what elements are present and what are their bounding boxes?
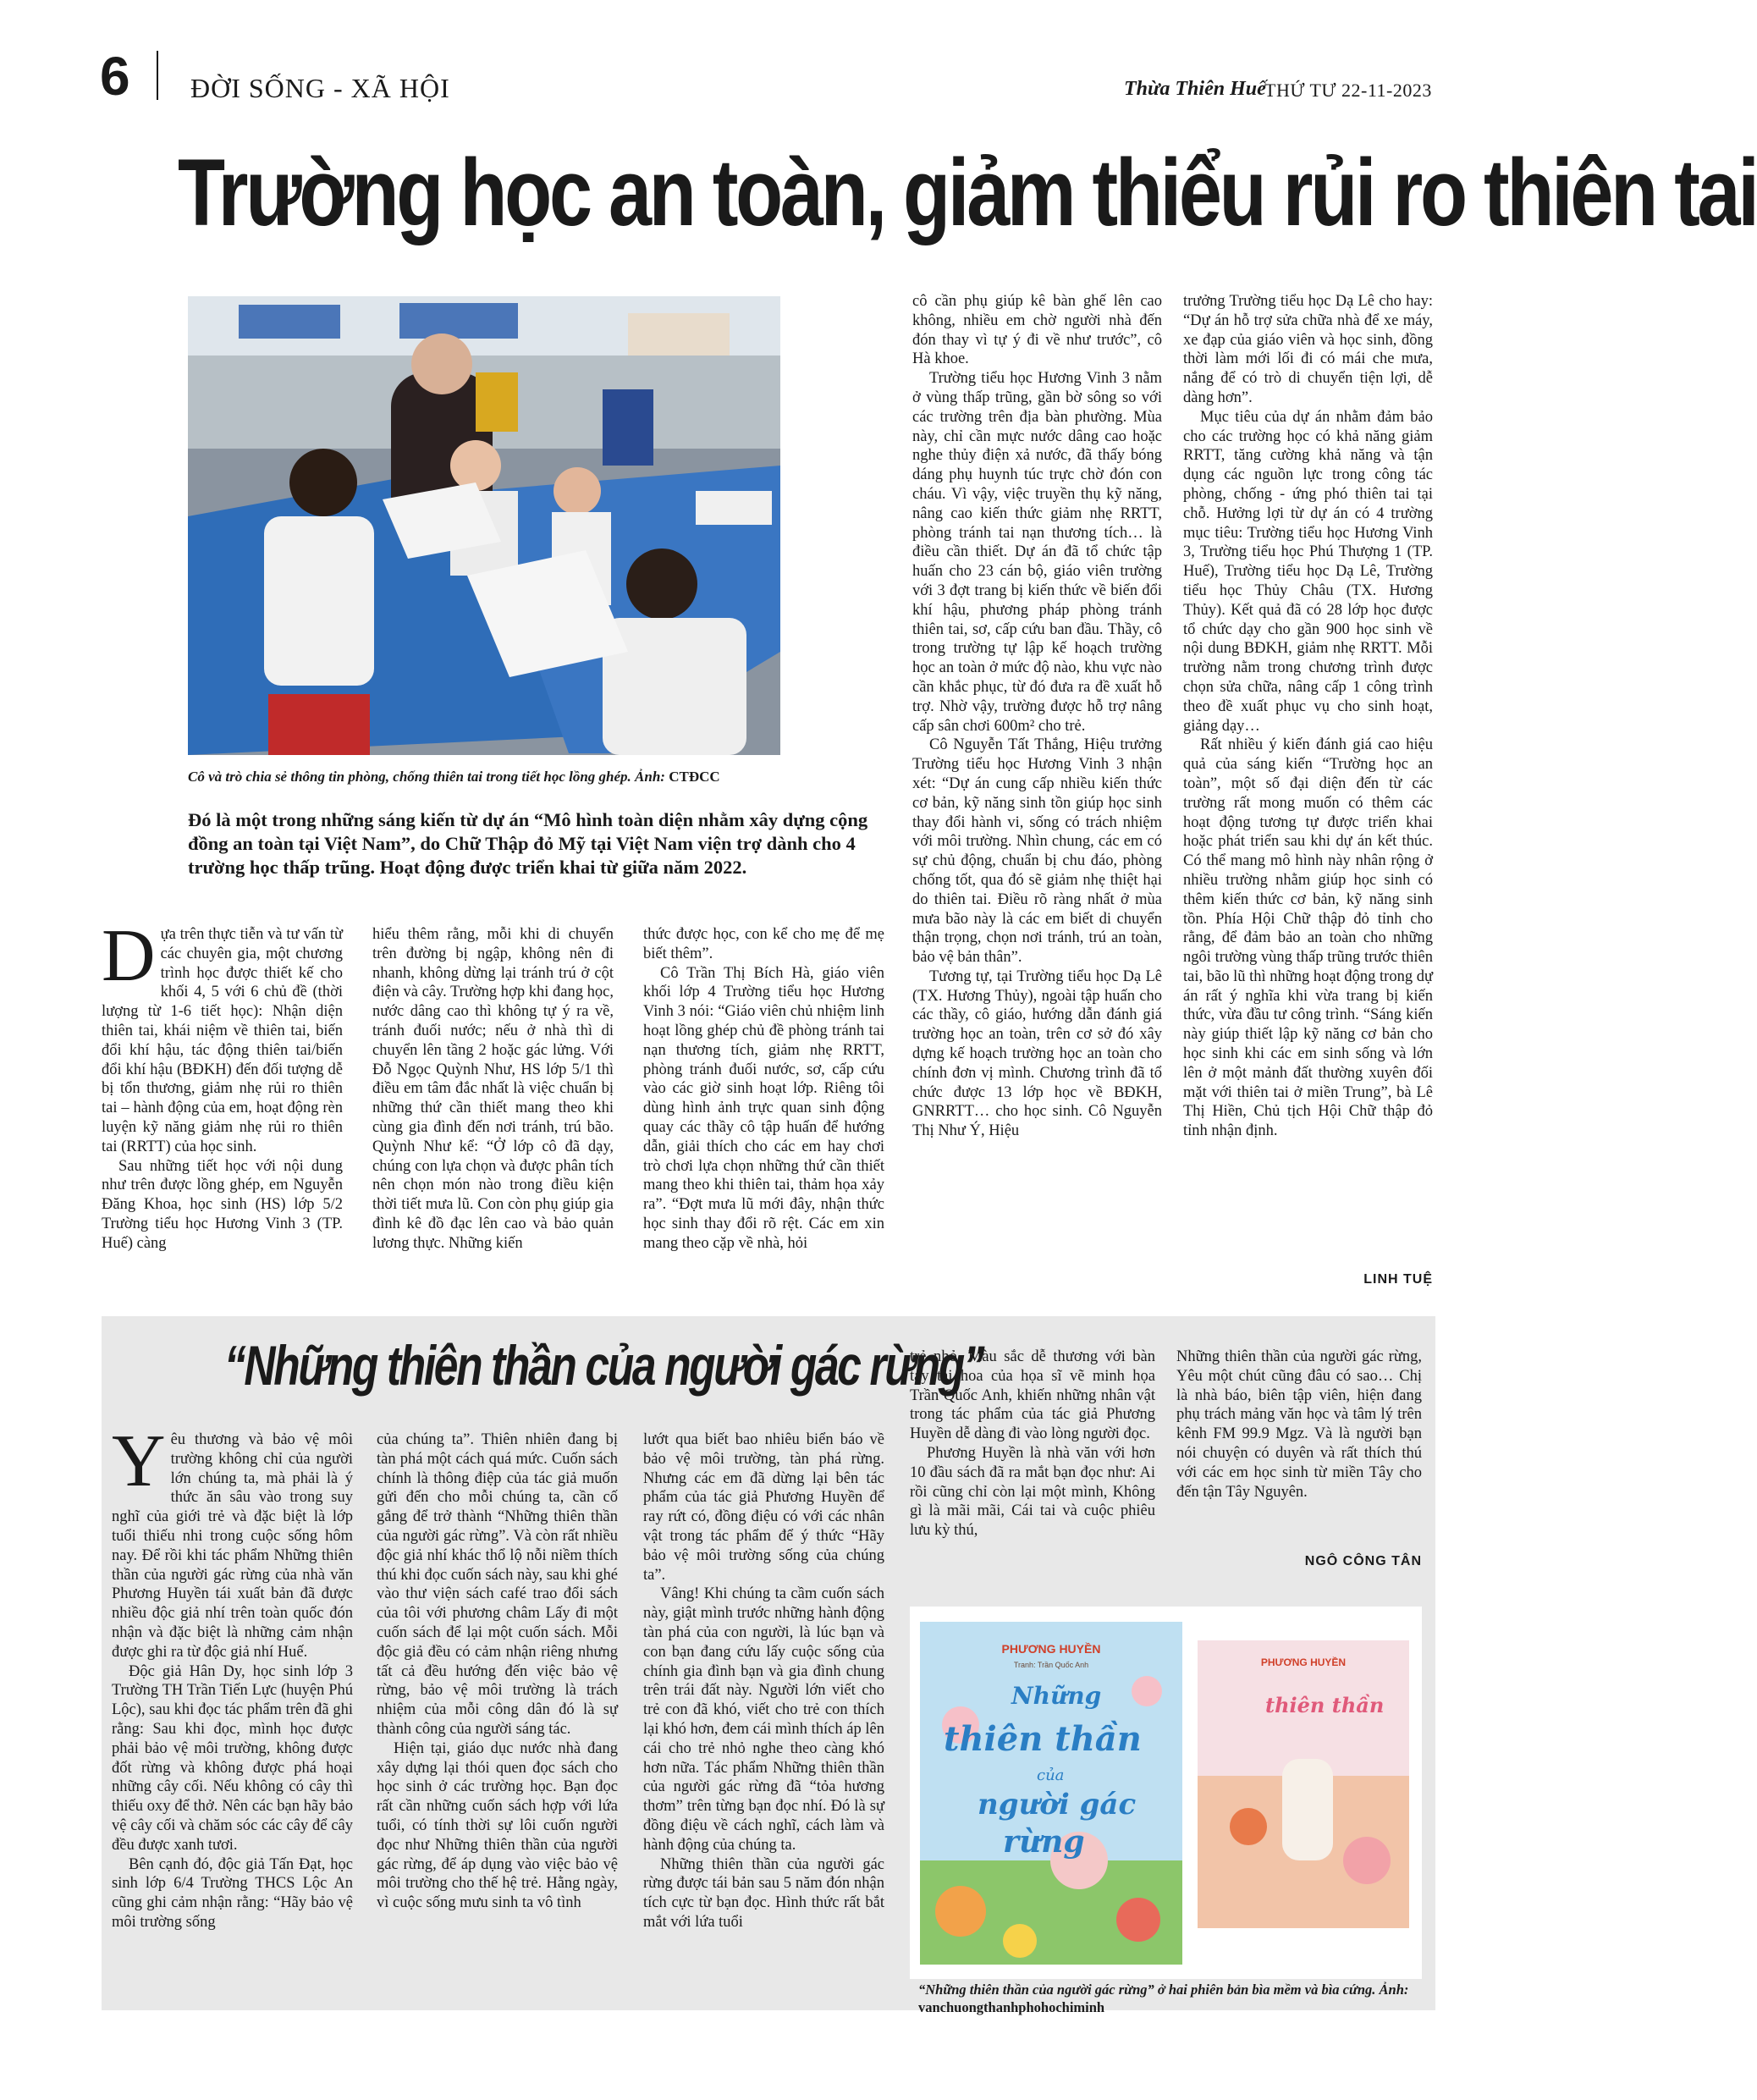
- paragraph: Những thiên thần của người gác rừng được tái bản sau 5 năm đón nhận tích cực từ bạn đọc. Hình thức rất bắt mắt với lứa tuổi: [643, 1855, 884, 1931]
- dropcap: D: [102, 915, 156, 997]
- newspaper-name: Thừa Thiên Huế: [1124, 78, 1266, 100]
- article2-byline: NGÔ CÔNG TÂN: [1304, 1554, 1422, 1568]
- section-title: ĐỜI SỐNG - XÃ HỘI: [190, 73, 450, 103]
- paragraph: trưởng Trường tiểu học Dạ Lê cho hay: “Dự án hỗ trợ sửa chữa nhà để xe máy, xe đạp của giáo viên và học sinh, đồng thời làm mới lối đi có mái che mưa, nắng để có trò di chuyển tiện lợi, dễ dàng hơn”.: [1183, 293, 1433, 406]
- paragraph: Cô Trần Thị Bích Hà, giáo viên khối lớp 4 Trường tiểu học Hương Vinh 3 nói: “Giáo viên chủ nhiệm linh hoạt lồng ghép chủ đề phòng tránh tai nạn thương tích, giảm nhẹ RRTT, phòng tránh đuối nước, sơ, cấp cứu vào các giờ sinh hoạt lớp. Riêng tôi dùng hình ảnh trực quan sinh động quay các thầy cô tập huấn để hướng dẫn, giải thích cho các em hay chơi trò chơi lựa chọn những thứ cần thiết mang theo khi thiên tai, thảm họa xảy ra”. “Đợt mưa lũ mới đây, nhận thức học sinh thay đổi rõ rệt. Các em xin mang theo cặp về nhà, hỏi: [643, 964, 884, 1252]
- paragraph: Độc giả Hân Dy, học sinh lớp 3 Trường TH Trần Tiến Lực (huyện Phú Lộc), sau khi đọc tác phẩm trên đã ghi rằng: Sau khi đọc, mình học được phải bảo vệ môi trường, không được đốt rừng và không được phá hoại những cây cối. Nếu không có cây thì thiếu oxy để thở. Nên các bạn hãy bảo vệ cây cối và chăm sóc các cây để cây đều được xanh tươi.: [112, 1662, 353, 1854]
- paragraph: Những thiên thần của người gác rừng, Yêu một chút cũng đâu có sao… Chị là nhà báo, biên tập viên, hiện đang phụ trách mảng văn học và tâm lý trên kênh FM 99.9 Mgz. Và là người bạn nói chuyện có duyên và rất thích thú với các em học sinh từ miền Tây cho đến tận Tây Nguyên.: [1176, 1348, 1422, 1501]
- book-title-line: rừng: [1003, 1824, 1085, 1860]
- paragraph: Sau những tiết học với nội dung như trên được lồng ghép, em Nguyễn Đăng Khoa, học sinh (HS) lớp 5/2 Trường tiểu học Hương Vinh 3 (TP. Huế) càng: [102, 1157, 343, 1252]
- article1-column-1: [102, 915, 343, 1254]
- article1-headline: Trường học an toàn, giảm thiểu rủi ro thiên tai: [178, 140, 1757, 245]
- dropcap: Y: [112, 1420, 166, 1502]
- page-number: 6: [100, 46, 130, 107]
- article2-column-3: [643, 1430, 884, 1932]
- paragraph: Phương Huyền là nhà văn với hơn 10 đầu sách đã ra mắt bạn đọc như: Ai rồi cũng chỉ còn lại một mình, Không gì là mãi mãi, Cái tai và cuộc phiêu lưu kỳ thú,: [910, 1444, 1155, 1540]
- article1-lead: Đó là một trong những sáng kiến từ dự án “Mô hình toàn diện nhằm xây dựng cộng đồng an toàn tại Việt Nam”, do Chữ Thập đỏ Mỹ tại Việt Nam viện trợ dành cho 4 trường học thấp trũng. Hoạt động được triển khai từ giữa năm 2022.: [188, 809, 868, 878]
- article1-byline: LINH TUỆ: [1363, 1272, 1433, 1287]
- article2-column-4: [910, 1348, 1155, 1541]
- book-title-hardcover: thiên thần: [1265, 1693, 1385, 1717]
- article2-headline: “Những thiên thần của người gác rừng”: [224, 1334, 983, 1397]
- book-title-line: người gác: [978, 1788, 1137, 1822]
- article1-column-3: [643, 925, 884, 1254]
- book-title-line: Những: [1011, 1682, 1102, 1710]
- paragraph: Vâng! Khi chúng ta cầm cuốn sách này, giật mình trước những hành động tàn phá của con người, là lúc bạn và con bạn đang cứu lấy cuộc sống của chính gia đình bạn và gia đình chung trên trái đất này. Người lớn viết cho trẻ con đã khó, viết cho trẻ con thích lại khó hơn, đem cái mình thích áp lên cái cho trẻ nhỏ nghe theo càng khó hơn nữa. Tác phẩm Những thiên thần của người gác rừng đã “tỏa hương thơm” trên từng bạn đọc nhí. Đó là sự đồng điệu về cách nghĩ, cách làm và hành động của chúng ta.: [643, 1585, 884, 1854]
- paragraph: Trường tiểu học Hương Vinh 3 nằm ở vùng thấp trũng, gần bờ sông so với các trường trên địa bàn phường. Mùa này, chỉ cần mực nước dâng cao hoặc nghe thủy điện xả nước, đã thấy bóng dáng phụ huynh túc trực chờ đón con cháu. Vì vậy, việc truyền thụ kỹ năng, nâng cao kiến thức giảm nhẹ RRTT, phòng tránh tai nạn thương tích… là điều cần thiết. Dự án đã tổ chức tập huấn cho 23 cán bộ, giáo viên trường với 3 đợt trang bị kiến thức về biến đổi khí hậu, phương pháp phòng tránh thiên tai, sơ, cấp cứu ban đầu. Thầy, cô trong trường tự lập kế hoạch trường học an toàn ở mức độ nào, khu vực nào cần khắc phục, từ đó đưa ra đề xuất hỗ trợ. Nhờ vậy, trường được hỗ trợ nâng cấp sân chơi 600m² cho trẻ.: [912, 370, 1162, 735]
- photo-caption: Cô và trò chia sẻ thông tin phòng, chống thiên tai trong tiết học lồng ghép. Ảnh: CTĐCC: [188, 769, 720, 785]
- book-title-line: của: [1037, 1767, 1065, 1784]
- paragraph: lướt qua biết bao nhiêu biển báo về bảo vệ môi trường, tàn phá rừng. Nhưng các em đã dừng lại bên tác phẩm của tác giả Phương Huyền để ray rứt có, đồng điệu có với các nhân vật trong tác phẩm để ý thức “Hãy bảo vệ môi trường sống của chúng ta”.: [643, 1431, 884, 1584]
- book-covers-photo: [910, 1607, 1422, 1979]
- article1-column-4: [912, 292, 1162, 1141]
- paragraph: Bên cạnh đó, độc giả Tấn Đạt, học sinh lớp 6/4 Trường THCS Lộc An cũng ghi cảm nhận rằng: “Hãy bảo vệ môi trường sống: [112, 1855, 353, 1931]
- paragraph: cô cần phụ giúp kê bàn ghế lên cao không, nhiều em chờ người nhà đến đón thay vì tự ý đi về như trước”, cô Hà khoe.: [912, 293, 1162, 368]
- paragraph: Mục tiêu của dự án nhằm đảm bảo cho các trường học có khả năng giảm RRTT, tăng cường khả năng và tận dụng các nguồn lực trong công tác phòng, chống - ứng phó thiên tai tại chỗ. Hưởng lợi từ dự án có 4 trường mục tiêu: Trường tiểu học Hương Vinh 3, Trường tiểu học Phú Thượng 1 (TP. Huế), Trường tiểu học Dạ Lê, Trường tiểu học Thủy Châu (TX. Hương Thủy). Kết quả đã có 28 lớp học được tổ chức dạy cho gần 900 học sinh về nội dung BĐKH, giảm nhẹ RRTT. Mỗi trường nằm trong chương trình được chọn sửa chữa, nâng cấp 1 công trình theo đề xuất phục vụ cho sinh hoạt, giảng dạy…: [1183, 408, 1433, 735]
- article1-column-5: [1183, 292, 1433, 1141]
- paragraph: Cô Nguyễn Tất Thắng, Hiệu trưởng Trường tiểu học Hương Vinh 3 nhận xét: “Dự án cung cấp nhiều kiến thức cơ bản, kỹ năng sinh tồn giúp học sinh thay đổi hành vi, sống có trách nhiệm với môi trường. Nhìn chung, các em có sự chủ động, chuẩn bị chu đáo, phòng chống tốt, qua đó sẽ giảm nhẹ thiệt hại do thiên tai. Điều rõ ràng nhất ở mùa mưa bão này là các em biết di chuyển thận trọng, chọn nơi tránh, trú an toàn, bảo vệ bản thân”.: [912, 736, 1162, 967]
- article2-column-2: [377, 1430, 618, 1913]
- paragraph: Tương tự, tại Trường tiểu học Dạ Lê (TX. Hương Thủy), ngoài tập huấn cho các thầy, cô giáo, hướng dẫn đánh giá trường học an toàn, trên cơ sở đó xây dựng kế hoạch trường học an toàn cho chính đơn vị mình. Chương trình đã tổ chức được 13 lớp học về BĐKH, GNRRTT… cho học sinh. Cô Nguyễn Thị Như Ý, Hiệu: [912, 967, 1162, 1140]
- paragraph: trẻ nhỏ. Màu sắc dễ thương với bàn tay tài hoa của họa sĩ vẽ minh họa Trần Quốc Anh, khiến những nhân vật trong tác phẩm của tác giả Phương Huyền dễ dàng đi vào lòng người đọc.: [910, 1348, 1155, 1443]
- paragraph: hiểu thêm rằng, mỗi khi di chuyển trên đường bị ngập, không nên đi nhanh, không dừng lại tránh trú ở cột điện và cây. Trường hợp khi đang học, nước dâng cao thì không tự ý ra về, tránh đuối nước; nếu ở nhà thì di chuyển lên tầng 2 hoặc gác lửng. Với Đỗ Ngọc Quỳnh Như, HS lớp 5/1 thì điều em tâm đắc nhất là việc chuẩn bị những thứ cần thiết mang theo khi cùng gia đình đến nơi tránh, trú bão. Quỳnh Như kể: “Ở lớp cô đã dạy, chúng con lựa chọn và được phân tích nên chọn món nào trong điều kiện thời tiết mưa lũ. Con còn phụ giúp gia đình kê đồ đạc lên cao và bảo quản lương thực. Những kiến: [372, 926, 614, 1252]
- book-author: PHƯƠNG HUYỀN: [1001, 1642, 1101, 1656]
- paragraph: của chúng ta”. Thiên nhiên đang bị tàn phá một cách quá mức. Cuốn sách chính là thông điệp của tác giả muốn gửi đến cho mỗi chúng ta, cần cố gắng để trở thành “Những thiên thần của người gác rừng”. Và còn rất nhiều độc giả nhí khác thổ lộ nỗi niềm thích thú khi đọc cuốn sách này, sau khi ghé vào thư viện sách café trao đổi sách của tôi với phương châm Lấy đi một cuốn sách để lại một cuốn sách. Mỗi độc giả đều có cảm nhận riêng nhưng tất cả đều hướng đến việc bảo vệ rừng, bảo vệ môi trường là trách nhiệm của mỗi công dân đó là sự thành công của người sáng tác.: [377, 1431, 618, 1738]
- classroom-photo: [188, 296, 780, 755]
- header-divider: [157, 51, 158, 100]
- article1-column-2: [372, 925, 614, 1254]
- paragraph: êu thương và bảo vệ môi trường không chỉ của người lớn chúng ta, mà phải là ý thức ăn sâu vào trong suy nghĩ của giới trẻ và đặc biệt là lớp tuổi thiếu nhi trong cuộc sống hôm nay. Để rồi khi tác phẩm Những thiên thần của người gác rừng của nhà văn Phương Huyền tái xuất bản đã được nhiều độc giả nhí trên toàn quốc đón nhận và đặc biệt là những cảm nhận được ghi ra từ độc giả nhí Huế.: [112, 1431, 353, 1661]
- paragraph: Hiện tại, giáo dục nước nhà đang xây dựng lại thói quen đọc sách cho học sinh ở các trường học. Bạn đọc rất cần những cuốn sách hợp với lứa tuổi, có tính thời sự lôi cuốn người đọc như Những thiên thần của người gác rừng, để áp dụng vào việc bảo vệ môi trường cho thế hệ trẻ. Hằng ngày, vì cuộc sống mưu sinh ta vô tình: [377, 1739, 618, 1912]
- paragraph: ựa trên thực tiễn và tư vấn từ các chuyên gia, một chương trình học được thiết kế cho khối 4, 5 với 6 chủ đề (thời lượng từ 1-6 tiết học): Nhận diện thiên tai, khái niệm về thiên tai, biến đổi khí hậu, tác động thiên tai/biến đổi khí hậu (BĐKH) đến đối tượng dễ bị tổn thương, giảm nhẹ rủi ro thiên tai – hành động của em, hoạt động rèn luyện kỹ năng giảm nhẹ rủi ro thiên tai (RRTT) của học sinh.: [102, 926, 343, 1155]
- article2-column-5: [1176, 1348, 1422, 1502]
- book-title-line: thiên thần: [944, 1719, 1142, 1759]
- paragraph: Rất nhiều ý kiến đánh giá cao hiệu quả của sáng kiến “Trường học an toàn”, một số đại diện đến từ các trường rất mong muốn có thêm các hoạt động tương tự được triển khai hoặc phát triển sau khi dự án kết thúc. Có thể mang mô hình này nhân rộng ở nhiều trường nhằm giúp học sinh có thêm kiến thức cơ bản, kỹ năng sinh tồn. Phía Hội Chữ thập đỏ tỉnh cho rằng, để đảm bảo an toàn cho những ngôi trường vùng thấp trũng trước thiên tai, bão lũ thì những hoạt động trong dự án rất ý nghĩa khi vừa trang bị kiến thức, vừa đầu tư công trình. “Sáng kiến này giúp thiết lập kỹ năng cơ bản cho học sinh khi các em sinh sống và lớn lên ở một mảnh đất thường xuyên đối mặt với thiên tai ở miền Trung”, bà Lê Thị Hiền, Chủ tịch Hội Chữ thập đỏ tỉnh nhận định.: [1183, 736, 1433, 1140]
- issue-date: THỨ TƯ 22-11-2023: [1264, 80, 1432, 101]
- article2-column-1: [112, 1420, 353, 1932]
- paragraph: thức được học, con kể cho mẹ để mẹ biết thêm”.: [643, 926, 884, 962]
- book-author-hardcover: PHƯƠNG HUYỀN: [1260, 1656, 1347, 1668]
- book-illustrator: Tranh: Trần Quốc Anh: [1013, 1661, 1089, 1669]
- book-photo-caption: “Những thiên thần của người gác rừng” ở hai phiên bản bìa mềm và bìa cứng. Ảnh: vanchuongthanhphohochiminh: [918, 1981, 1409, 2015]
